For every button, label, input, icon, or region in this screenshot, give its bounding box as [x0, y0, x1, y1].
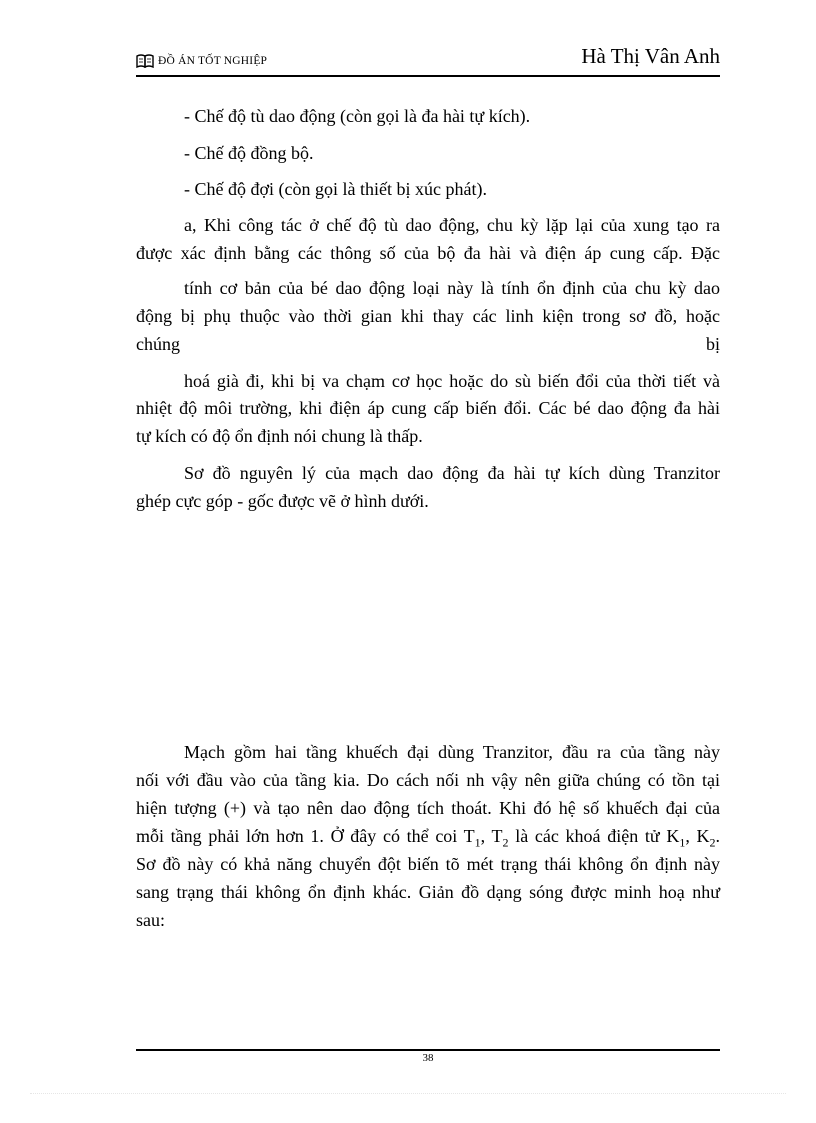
- t1-subscript: 1: [474, 835, 481, 850]
- paragraph-3-line-1: hoá già đi, khi bị va chạm cơ học hoặc do sù biến đổi của thời tiết và: [184, 371, 720, 391]
- footer-divider: [136, 1049, 720, 1051]
- paragraph-5-line-2: nối với đầu vào của tầng kia. Do cách nối nh vậy nên giữa chúng có tồn tại: [136, 770, 720, 790]
- paragraph-5-line-7: sau:: [136, 910, 165, 930]
- t2-subscript: 2: [502, 835, 509, 850]
- open-book-icon: [136, 54, 154, 68]
- paragraph-5-line-6: sang trạng thái không ổn định khác. Giản đồ dạng sóng được minh hoạ như: [136, 882, 720, 902]
- p5-l4-part-a: mỗi tầng phải lớn hơn 1. Ở đây có thể coi T: [136, 826, 475, 846]
- paragraph-4-line-2: ghép cực góp - gốc được vẽ ở hình dưới.: [136, 491, 429, 511]
- paragraph-3-line-2: nhiệt độ môi trường, khi điện áp cung cấp biến đổi. Các bé dao động đa hài: [136, 398, 720, 418]
- bullet-mode-wait: - Chế độ đợi (còn gọi là thiết bị xúc phát).: [184, 179, 487, 199]
- paragraph-2-line-3-start: chúng: [136, 334, 180, 354]
- paragraph-2-line-3-end: bị: [705, 334, 720, 354]
- paragraph-4-line-1: Sơ đồ nguyên lý của mạch dao động đa hài tự kích dùng Tranzitor: [184, 463, 720, 483]
- paragraph-5-line-3: hiện tượng (+) và tạo nên dao động tích thoát. Khi đó hệ số khuếch đại của: [136, 798, 720, 818]
- paragraph-2-line-2: động bị phụ thuộc vào thời gian khi thay các linh kiện trong sơ đồ, hoặc: [136, 306, 720, 326]
- paragraph-5-line-4: [136, 824, 720, 848]
- k1-subscript: 1: [679, 835, 686, 850]
- paragraph-1-line-2: được xác định bằng các thông số của bộ đa hài và điện áp cung cấp. Đặc: [136, 243, 720, 263]
- page-bottom-edge: [30, 1093, 786, 1094]
- header-divider: [136, 75, 720, 77]
- paragraph-2-line-1: tính cơ bản của bé dao động loại này là tính ổn định của chu kỳ dao: [184, 278, 720, 298]
- paragraph-5-line-1: Mạch gồm hai tầng khuếch đại dùng Tranzitor, đầu ra của tầng này: [184, 742, 720, 762]
- k2-subscript: 2: [709, 835, 716, 850]
- page-number: 38: [422, 1052, 434, 1064]
- paragraph-1-line-1: a, Khi công tác ở chế độ tù dao động, chu kỳ lặp lại của xung tạo ra: [184, 215, 720, 235]
- document-type-label: ĐỒ ÁN TỐT NGHIỆP: [158, 55, 268, 67]
- bullet-mode-self-oscillation: - Chế độ tù dao động (còn gọi là đa hài tự kích).: [184, 106, 531, 126]
- p5-l4-part-e: .: [715, 826, 721, 846]
- author-name: Hà Thị Vân Anh: [581, 44, 720, 68]
- bullet-mode-sync: - Chế độ đồng bộ.: [184, 143, 314, 163]
- paragraph-3-line-3: tự kích có độ ổn định nói chung là thấp.: [136, 426, 423, 446]
- p5-l4-part-b: , T: [480, 826, 503, 846]
- header-left: [136, 54, 267, 68]
- page-header: [136, 44, 720, 78]
- p5-l4-part-d: , K: [685, 826, 710, 846]
- paragraph-5-line-5: Sơ đồ này có khả năng chuyển đột biến tõ mét trạng thái không ổn định này: [136, 854, 720, 874]
- p5-l4-part-c: là các khoá điện tử K: [508, 826, 680, 846]
